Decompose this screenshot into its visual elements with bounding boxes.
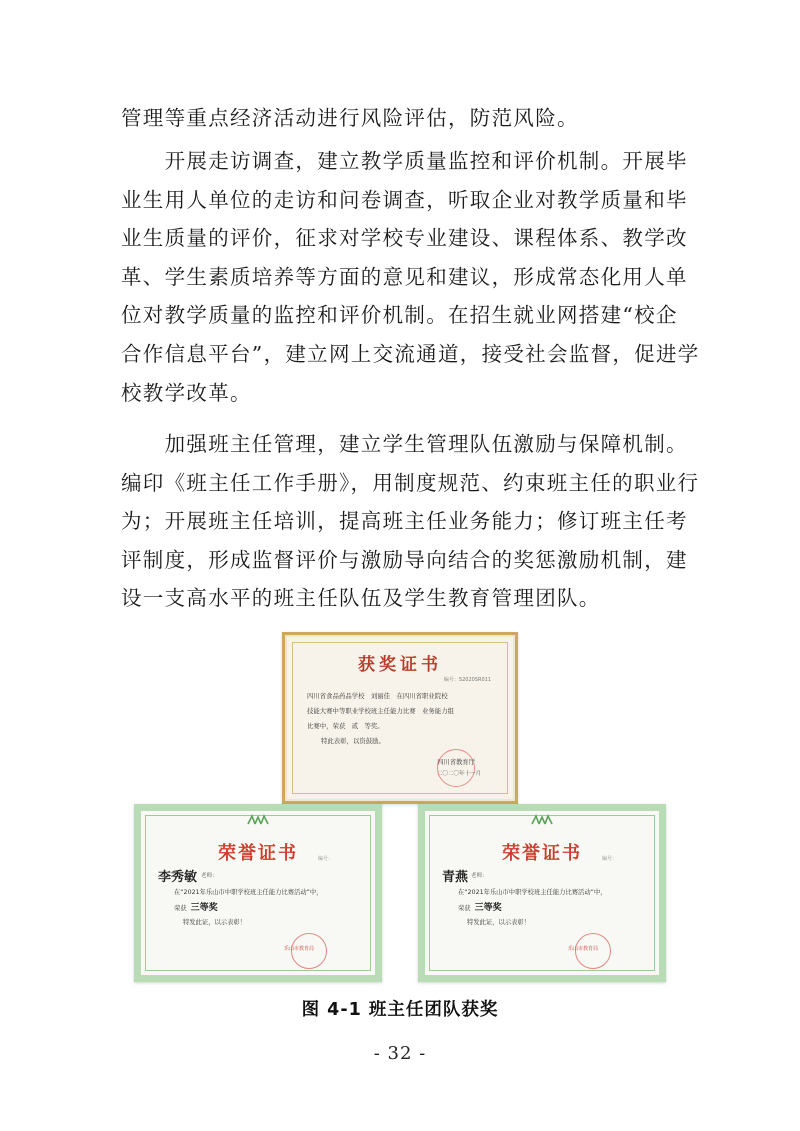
certificate-line: 比赛中，荣获 贰 等奖。 xyxy=(307,722,384,730)
teacher-suffix: 老师： xyxy=(471,873,488,879)
certificate-body xyxy=(307,689,503,749)
text-line: 为；开展班主任培训，提高班主任业务能力；修订班主任考 xyxy=(121,509,688,534)
certificate-title: 获奖证书 xyxy=(358,655,442,675)
certificate-line: 特发此证，以示表彰！ xyxy=(183,919,246,926)
award-prefix: 荣获 xyxy=(174,905,187,912)
paragraph-risk xyxy=(121,99,681,138)
official-seal-icon xyxy=(437,749,475,787)
text-line: 合作信息平台”，建立网上交流通道，接受社会监督，促进学 xyxy=(121,341,700,366)
figure-caption: 图 4-1 班主任团队获奖 xyxy=(301,1000,499,1020)
text-line: 加强班主任管理，建立学生管理队伍激励与保障机制。 xyxy=(121,432,688,456)
text-line: 设一支高水平的班主任队伍及学生教育管理团队。 xyxy=(121,586,601,611)
page-number: - 32 - xyxy=(373,1043,427,1064)
seal-text: 乐山市教育局 xyxy=(568,946,599,952)
certificate-line xyxy=(458,900,502,913)
award-prefix: 荣获 xyxy=(458,905,471,912)
certificate-line: 技能大赛中等职业学校班主任能力比赛 业务能力组 xyxy=(307,707,454,715)
certificate-line: 特发此证，以示表彰！ xyxy=(467,919,530,926)
provincial-award-certificate xyxy=(282,632,518,804)
certificate-line: 在“2021年乐山市中职学校班主任能力比赛活动”中， xyxy=(174,889,323,896)
certificate-date: 二〇二〇年十一月 xyxy=(436,771,481,777)
text-line: 业生用人单位的走访和问卷调查，听取企业对教学质量和毕 xyxy=(121,187,688,212)
certificate-line: 特此表彰，以资鼓励。 xyxy=(321,737,385,745)
text-line: 编印《班主任工作手册》，用制度规范、约束班主任的职业行 xyxy=(121,470,700,495)
text-line: 管理等重点经济活动进行风险评估，防范风险。 xyxy=(121,106,579,130)
certificate-issuer: 四川省教育厅 xyxy=(437,759,475,766)
certificate-title: 荣誉证书 xyxy=(218,843,298,864)
award-level: 三等奖 xyxy=(190,903,218,913)
certificate-title: 荣誉证书 xyxy=(502,843,582,864)
award-level: 三等奖 xyxy=(474,903,502,913)
certificate-line xyxy=(174,900,218,913)
text-line: 评制度，形成监督评价与激励导向结合的奖惩激励机制，建 xyxy=(121,547,688,572)
teacher-suffix: 老师： xyxy=(201,873,218,879)
seal-text: 乐山市教育局 xyxy=(284,946,315,952)
paragraph-class-teacher xyxy=(121,425,700,618)
recipient-name: 李秀敏 xyxy=(158,870,198,885)
certificate-number-label: 编号： xyxy=(317,856,333,862)
school-logo-icon xyxy=(530,814,554,826)
certificate-number: 编号：S2020SR011 xyxy=(443,677,491,683)
certificate-number-label: 编号： xyxy=(601,856,617,862)
paragraph-quality-monitoring xyxy=(121,142,700,412)
honor-certificate-right xyxy=(418,804,666,982)
text-line: 位对教学质量的监控和评价机制。在招生就业网搭建“校企 xyxy=(121,303,678,328)
text-line: 业生质量的评价，征求对学校专业建设、课程体系、教学改 xyxy=(121,226,688,251)
honor-certificate-left xyxy=(134,804,382,982)
school-logo-icon xyxy=(246,814,270,826)
text-line: 开展走访调查，建立教学质量监控和评价机制。开展毕 xyxy=(121,149,688,173)
text-line: 革、学生素质培养等方面的意见和建议，形成常态化用人单 xyxy=(121,264,688,289)
recipient-name: 青燕 xyxy=(442,870,469,885)
text-line: 校教学改革。 xyxy=(121,380,252,405)
certificate-line: 四川省食品药品学校 刘丽佳 在四川省职业院校 xyxy=(307,692,448,700)
certificate-line: 在“2021年乐山市中职学校班主任能力比赛活动”中， xyxy=(458,889,607,896)
